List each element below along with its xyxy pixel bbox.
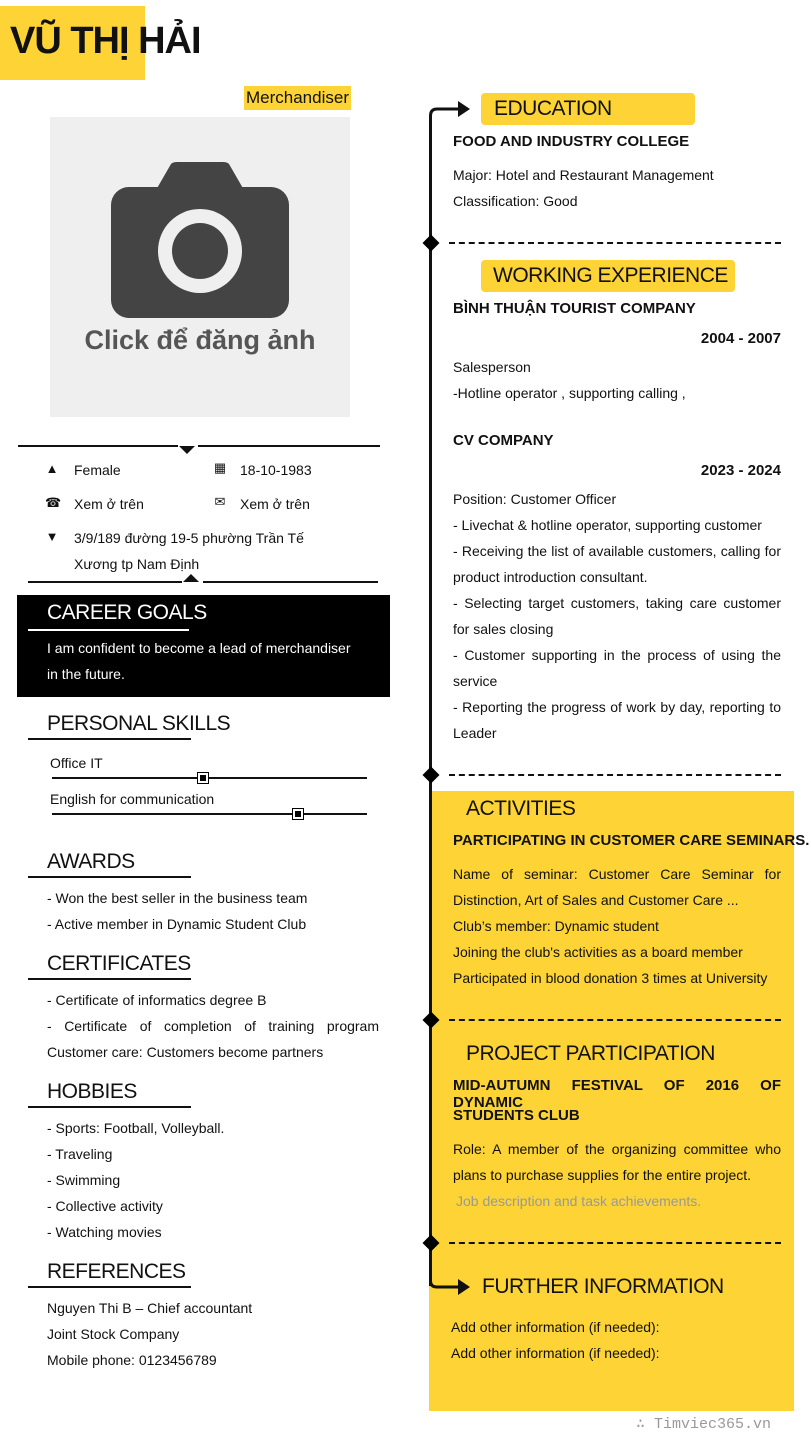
timeline-line (429, 126, 432, 1286)
skill-slider-handle[interactable] (198, 773, 208, 783)
certificates-title: CERTIFICATES (47, 952, 191, 975)
skill-slider[interactable] (52, 777, 367, 779)
dashed-divider (449, 242, 781, 244)
experience-title: WORKING EXPERIENCE (493, 264, 728, 287)
title-underline (28, 876, 191, 878)
hobbies-title: HOBBIES (47, 1080, 137, 1103)
title-underline (28, 629, 189, 631)
project-description[interactable]: Role: A member of the organizing committee who plans to purchase supplies for the entire project. (453, 1141, 781, 1183)
photo-placeholder-text: Click để đăng ảnh (84, 325, 316, 355)
hobby-item[interactable]: - Traveling (47, 1146, 113, 1162)
address-line1[interactable]: 3/9/189 đường 19-5 phường Trần Tế (74, 530, 304, 546)
title-underline (28, 1106, 191, 1108)
personal-skills-title: PERSONAL SKILLS (47, 712, 231, 735)
reference-item[interactable]: Nguyen Thi B – Chief accountant (47, 1300, 253, 1316)
arrow-right-icon (426, 1275, 476, 1305)
skill-slider-handle[interactable] (293, 809, 303, 819)
certificate-item[interactable]: - Certificate of informatics degree B (47, 992, 267, 1008)
activity-description[interactable]: Name of seminar: Customer Care Seminar for Distinction, Art of Sales and Customer Care ... Club’s member: Dynamic student Joining the club's activities as a board member Participated in blood donation 3 times at University (453, 866, 781, 986)
divider (28, 581, 182, 583)
timeline-node (423, 767, 440, 784)
major[interactable]: Major: Hotel and Restaurant Management (453, 167, 714, 183)
divider (18, 445, 178, 447)
title-underline (28, 738, 191, 740)
school-name[interactable]: FOOD AND INDUSTRY COLLEGE (453, 133, 690, 150)
skill-label[interactable]: Office IT (50, 755, 103, 771)
calendar-icon: ▦ (213, 460, 227, 475)
further-info-line[interactable]: Add other information (if needed): (451, 1345, 660, 1361)
skill-slider[interactable] (52, 813, 367, 815)
photo-upload[interactable] (50, 117, 350, 417)
hobby-item[interactable]: - Watching movies (47, 1224, 162, 1240)
awards-title: AWARDS (47, 850, 135, 873)
career-goals-title: CAREER GOALS (47, 601, 207, 624)
certificate-item[interactable]: - Certificate of completion of training program (47, 1018, 379, 1034)
project-placeholder[interactable]: Job description and task achievements. (456, 1193, 702, 1209)
project-name[interactable]: MID-AUTUMN FESTIVAL OF 2016 OF DYNAMIC (453, 1077, 781, 1111)
education-title: EDUCATION (494, 97, 612, 120)
skill-label[interactable]: English for communication (50, 791, 215, 807)
further-info-line[interactable]: Add other information (if needed): (451, 1319, 660, 1335)
title-underline (28, 978, 191, 980)
camera-icon (111, 162, 289, 318)
job-period[interactable]: 2023 - 2024 (700, 462, 781, 479)
divider-arrow (183, 574, 199, 582)
career-goals-text[interactable]: I am confident to become a lead of merchandiser in the future. (47, 640, 351, 682)
job-title[interactable]: Merchandiser (244, 86, 351, 110)
arrow-right-icon (426, 98, 476, 128)
divider-arrow (179, 446, 195, 454)
reference-item[interactable]: Joint Stock Company (47, 1326, 180, 1342)
dashed-divider (449, 1242, 781, 1244)
activities-title: ACTIVITIES (466, 797, 576, 820)
gender[interactable]: Female (74, 462, 121, 478)
award-item[interactable]: - Won the best seller in the business team (47, 890, 308, 906)
job-line[interactable]: -Hotline operator , supporting calling , (453, 385, 686, 401)
hobby-item[interactable]: - Swimming (47, 1172, 121, 1188)
classification[interactable]: Classification: Good (453, 193, 578, 209)
project-name[interactable]: STUDENTS CLUB (453, 1107, 580, 1124)
divider (198, 445, 380, 447)
phone[interactable]: Xem ở trên (74, 496, 144, 512)
job-description[interactable]: Position: Customer Officer - Livechat & hotline operator, supporting customer - Receiving the list of available customers, calling for product introduction consultant. - Selecting target customers, taking care customer for sales closing - Customer supporting in the process of using the service - Reporting the progress of work by day, reporting to Leader (453, 491, 781, 741)
career-goals-section (17, 595, 390, 697)
references-title: REFERENCES (47, 1260, 186, 1283)
address-line2[interactable]: Xương tp Nam Định (74, 556, 200, 572)
further-info-title: FURTHER INFORMATION (482, 1275, 724, 1298)
phone-icon: ☎ (45, 495, 62, 510)
user-icon: ▲ (45, 461, 59, 476)
company-name[interactable]: CV COMPANY (453, 432, 554, 449)
certificate-item[interactable]: Customer care: Customers become partners (47, 1044, 324, 1060)
email[interactable]: Xem ở trên (240, 496, 310, 512)
candidate-name[interactable]: VŨ THỊ HẢI (10, 20, 201, 62)
job-period[interactable]: 2004 - 2007 (700, 330, 781, 347)
job-line[interactable]: Salesperson (453, 359, 531, 375)
timeline-node (423, 235, 440, 252)
hobby-item[interactable]: - Sports: Football, Volleyball. (47, 1120, 225, 1136)
hobby-item[interactable]: - Collective activity (47, 1198, 163, 1214)
award-item[interactable]: - Active member in Dynamic Student Club (47, 916, 307, 932)
divider (203, 581, 378, 583)
envelope-icon: ✉ (214, 494, 226, 509)
birthday[interactable]: 18-10-1983 (240, 462, 312, 478)
map-marker-icon: ▼ (45, 529, 59, 544)
reference-item[interactable]: Mobile phone: 0123456789 (47, 1352, 217, 1368)
company-name[interactable]: BÌNH THUẬN TOURIST COMPANY (453, 300, 696, 317)
activity-name[interactable]: PARTICIPATING IN CUSTOMER CARE SEMINARS. (453, 832, 810, 849)
title-underline (28, 1286, 191, 1288)
watermark: ∴ Timviec365.vn (636, 1416, 772, 1433)
projects-title: PROJECT PARTICIPATION (466, 1042, 715, 1065)
dashed-divider (449, 774, 781, 776)
dashed-divider (449, 1019, 781, 1021)
